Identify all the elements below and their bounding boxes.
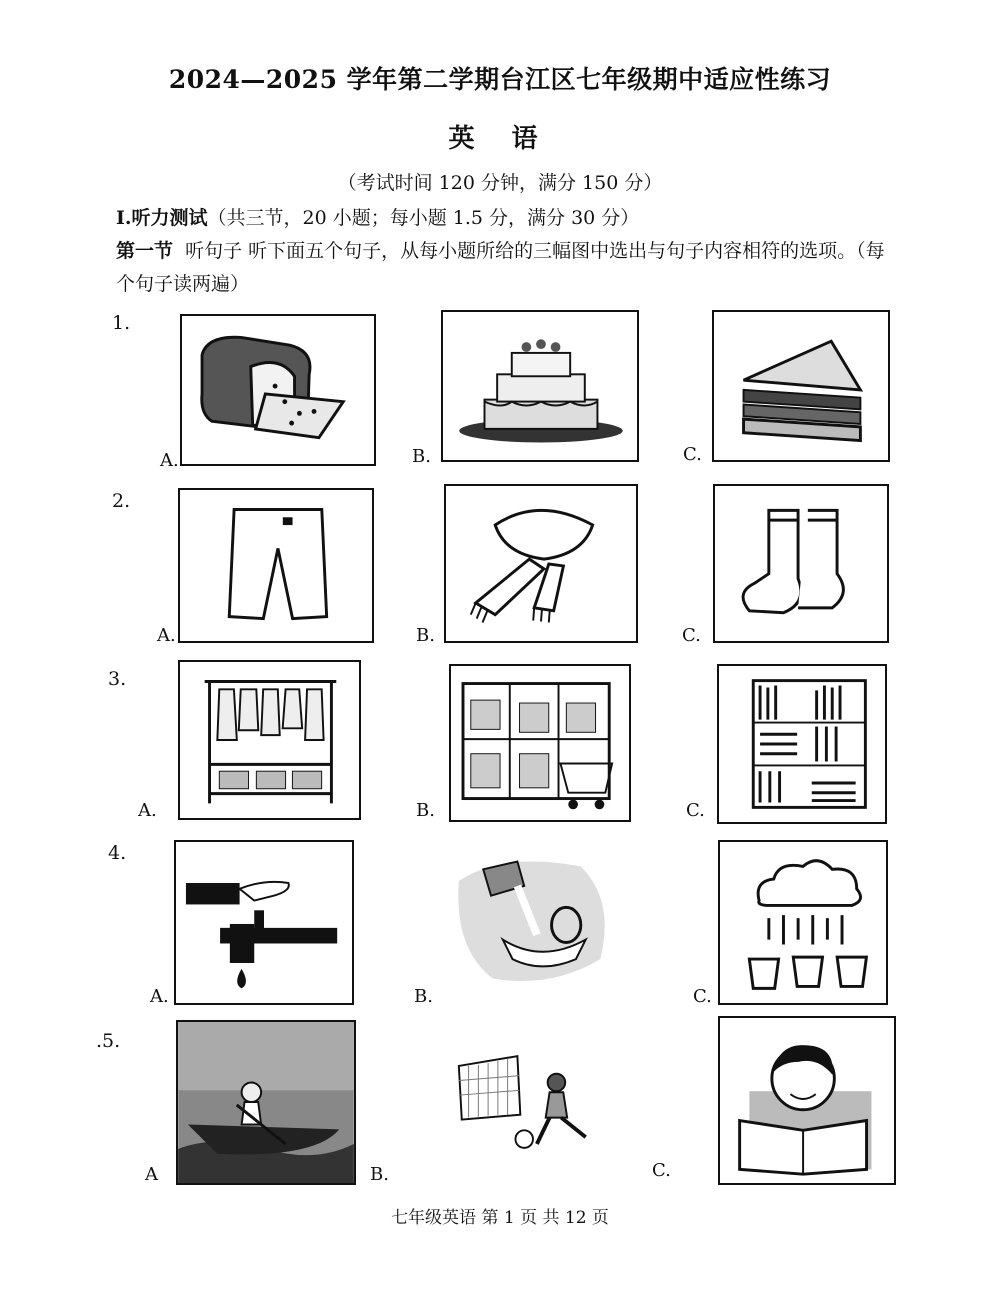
option-picture[interactable] [718, 840, 888, 1005]
question-number: 1. [112, 312, 131, 334]
option-letter: B. [414, 986, 433, 1007]
option-letter: B. [416, 625, 435, 646]
part-instructions [116, 235, 896, 301]
option-letter: B. [412, 446, 431, 467]
option-picture[interactable] [178, 488, 374, 643]
option-picture[interactable] [442, 1020, 624, 1185]
question-number: 2. [112, 490, 131, 512]
option-letter: C. [652, 1160, 671, 1181]
exam-info: （考试时间 120 分钟，满分 150 分） [337, 172, 663, 194]
section-label: I.听力测试 [116, 207, 208, 229]
option-letter: A. [157, 625, 176, 646]
section-detail: （共三节，20 小题；每小题 1.5 分，满分 30 分） [207, 207, 640, 229]
pants-icon [180, 490, 372, 641]
option-letter: C. [683, 444, 702, 465]
reading-boy-icon [720, 1018, 894, 1183]
option-picture[interactable] [718, 1016, 896, 1185]
soccer-boy-icon [444, 1022, 622, 1183]
sandwich-icon [714, 312, 888, 460]
rowing-boat-icon [178, 1022, 354, 1183]
dripping-tap-icon [176, 842, 352, 1003]
option-letter: B. [416, 800, 435, 821]
option-letter: A. [160, 450, 179, 471]
clothes-rack-icon [180, 662, 359, 818]
option-picture[interactable] [442, 840, 624, 1005]
option-picture[interactable] [713, 484, 889, 643]
option-picture[interactable] [717, 664, 887, 824]
option-picture[interactable] [174, 840, 354, 1005]
option-picture[interactable] [176, 1020, 356, 1185]
option-letter: A. [150, 986, 169, 1007]
rain-buckets-icon [720, 842, 886, 1003]
supermarket-shelf-icon [451, 666, 629, 820]
option-picture[interactable] [444, 484, 638, 643]
bookshelf-icon [719, 666, 885, 822]
option-letter: C. [686, 800, 705, 821]
section-heading [116, 203, 639, 230]
question-number: 3. [108, 668, 127, 690]
option-picture[interactable] [712, 310, 890, 462]
socks-icon [715, 486, 887, 641]
option-picture[interactable] [449, 664, 631, 822]
option-letter: B. [370, 1164, 389, 1185]
page-footer: 七年级英语 第 1 页 共 12 页 [391, 1208, 609, 1228]
part-text: 听句子 听下面五个句子，从每小题所给的三幅图中选出与句子内容相符的选项。（每个句子读两遍） [116, 240, 885, 295]
option-letter: C. [693, 986, 712, 1007]
option-letter: A [145, 1164, 158, 1185]
bread-icon [182, 316, 374, 464]
subject-title: 英 语 [448, 124, 552, 154]
question-number: .5. [96, 1030, 121, 1052]
exam-title: 2024—2025 学年第二学期台江区七年级期中适应性练习 [168, 65, 832, 94]
scarf-icon [446, 486, 636, 641]
pouring-water-icon [444, 842, 622, 1003]
option-picture[interactable] [441, 310, 639, 462]
option-picture[interactable] [178, 660, 361, 820]
option-letter: A. [138, 800, 157, 821]
part-label: 第一节 [116, 240, 174, 262]
option-picture[interactable] [180, 314, 376, 466]
question-number: 4. [108, 842, 127, 864]
cake-icon [443, 312, 637, 460]
option-letter: C. [682, 625, 701, 646]
